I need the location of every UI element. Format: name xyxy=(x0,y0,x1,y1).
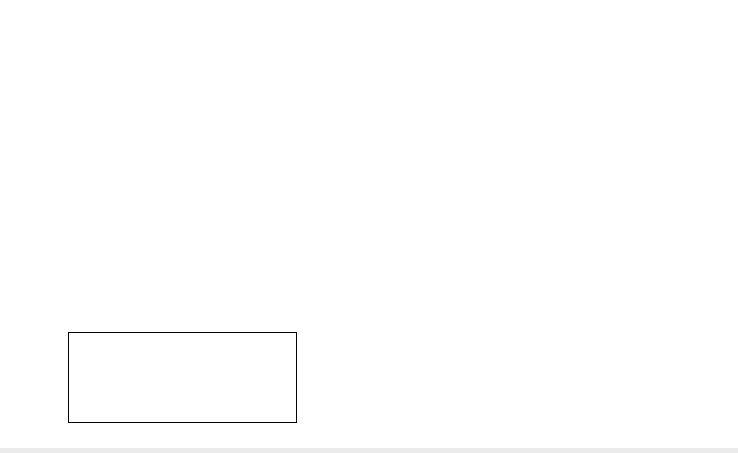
window-edge-strip xyxy=(0,448,738,453)
legend-box xyxy=(68,332,297,423)
